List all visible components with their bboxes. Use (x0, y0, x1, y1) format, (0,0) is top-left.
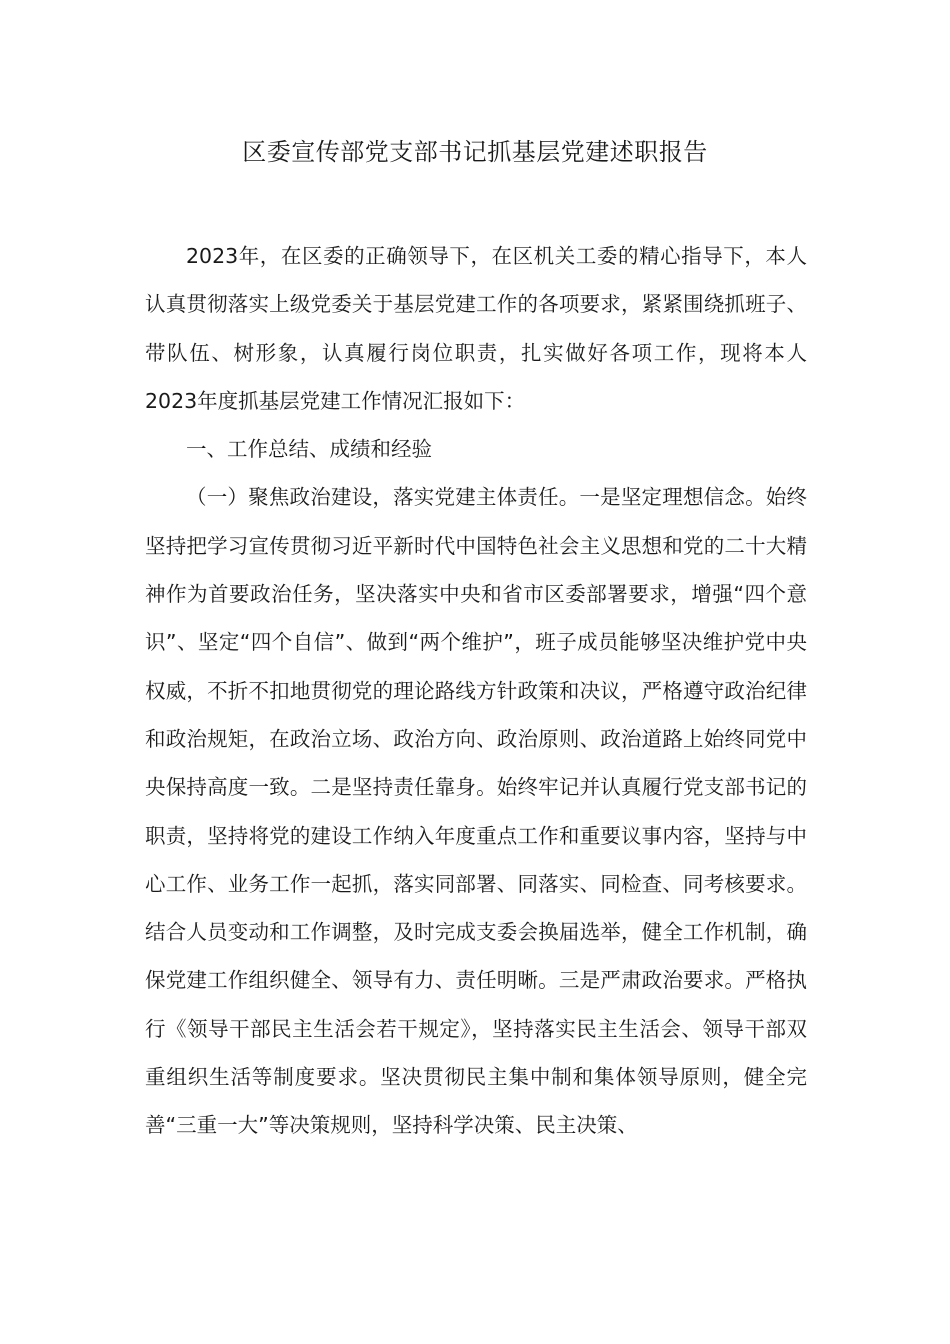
intro-paragraph: 2023年，在区委的正确领导下，在区机关工委的精心指导下，本人认真贯彻落实上级党委关于基层党建工作的各项要求，紧紧围绕抓班子、带队伍、树形象，认真履行岗位职责，扎实做好各项工作，现将本人2023年度抓基层党建工作情况汇报如下： (145, 244, 807, 413)
body-paragraph: （一）聚焦政治建设，落实党建主体责任。一是坚定理想信念。始终坚持把学习宣传贯彻习近平新时代中国特色社会主义思想和党的二十大精神作为首要政治任务，坚决落实中央和省市区委部署要求，增强“四个意识”、坚定“四个自信”、做到“两个维护”，班子成员能够坚决维护党中央权威，不折不扣地贯彻党的理论路线方针政策和决议，严格遵守政治纪律和政治规矩，在政治立场、政治方向、政治原则、政治道路上始终同党中央保持高度一致。二是坚持责任靠身。始终牢记并认真履行党支部书记的职责，坚持将党的建设工作纳入年度重点工作和重要议事内容，坚持与中心工作、业务工作一起抓，落实同部署、同落实、同检查、同考核要求。结合人员变动和工作调整，及时完成支委会换届选举，健全工作机制，确保党建工作组织健全、领导有力、责任明晰。三是严肃政治要求。严格执行《领导干部民主生活会若干规定》，坚持落实民主生活会、领导干部双重组织生活等制度要求。坚决贯彻民主集中制和集体领导原则，健全完善“三重一大”等决策规则，坚持科学决策、民主决策、 (145, 485, 807, 1138)
document-body (145, 232, 807, 1150)
section-heading: 一、工作总结、成绩和经验 (186, 437, 432, 462)
document-title: 区委宣传部党支部书记抓基层党建述职报告 (242, 138, 708, 166)
